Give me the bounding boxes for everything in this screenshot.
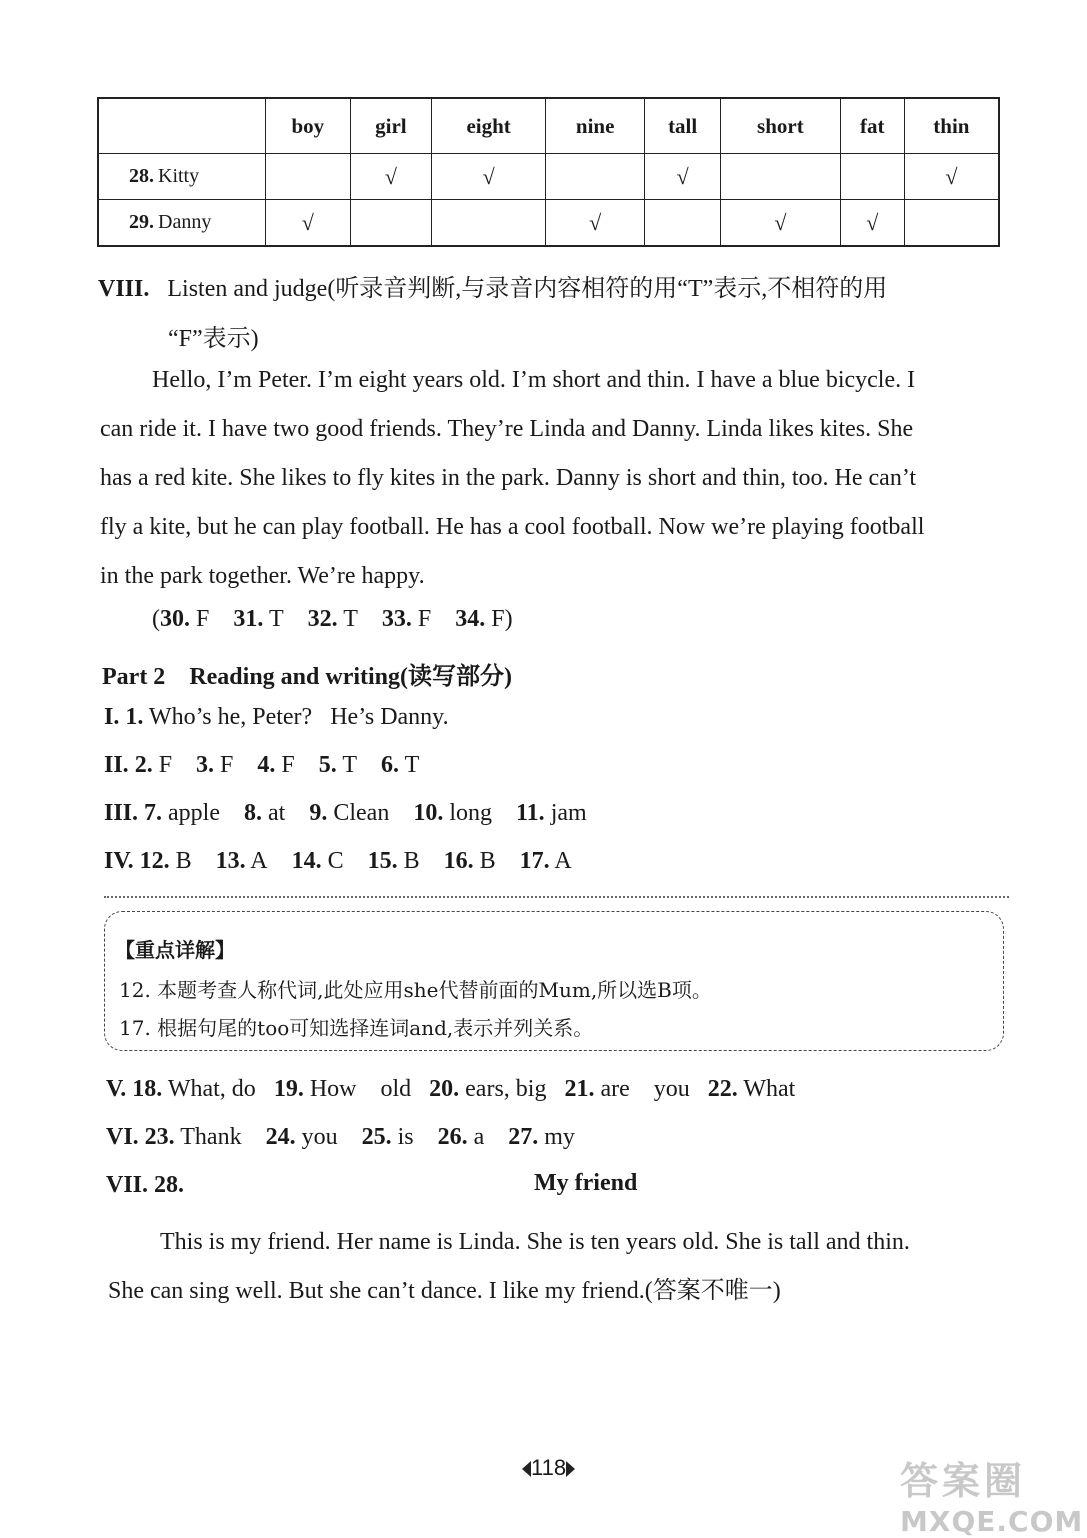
- table-header-row: [98, 98, 999, 154]
- dotted-divider: [104, 896, 1009, 898]
- right-triangle-icon: [566, 1461, 575, 1477]
- table-row: [98, 154, 999, 200]
- section-label: VIII.: [98, 276, 150, 302]
- essay-text: [108, 1218, 1013, 1316]
- table-header-cell: [98, 98, 266, 154]
- answer-line-ii: II. 2. F 3. F 4. F 5. T 6. T: [104, 752, 420, 778]
- check-cell: √: [266, 200, 351, 247]
- table-row: [98, 200, 999, 247]
- check-cell: [432, 200, 546, 247]
- check-cell: [266, 154, 351, 200]
- passage-line: can ride it. I have two good friends. They’re Linda and Danny. Linda likes kites. She: [100, 416, 914, 442]
- part2-heading: Part 2 Reading and writing(读写部分): [102, 664, 512, 690]
- passage-line: fly a kite, but he can play football. He has a cool football. Now we’re playing football: [100, 514, 925, 540]
- row-name: Danny: [158, 211, 212, 233]
- table-header-cell: thin: [904, 98, 999, 154]
- page-number: 118: [522, 1455, 575, 1481]
- section-heading-vii: VII. 28.: [106, 1172, 185, 1198]
- table-header-cell: nine: [546, 98, 645, 154]
- check-cell: [840, 154, 904, 200]
- key-points-box: [104, 911, 1004, 1051]
- note-line: 17. 根据句尾的too可知选择连词and,表示并列关系。: [119, 1016, 594, 1040]
- table-header-cell: tall: [645, 98, 721, 154]
- check-cell: √: [546, 200, 645, 247]
- essay-line: This is my friend. Her name is Linda. She is ten years old. She is tall and thin.: [160, 1229, 910, 1255]
- check-cell: [721, 154, 841, 200]
- check-cell: √: [350, 154, 432, 200]
- row-label: [98, 200, 266, 247]
- note-title: 【重点详解】: [115, 938, 235, 962]
- check-cell: [350, 200, 432, 247]
- note-line: 12. 本题考查人称代词,此处应用she代替前面的Mum,所以选B项。: [119, 978, 712, 1002]
- passage-line: Hello, I’m Peter. I’m eight years old. I’m short and thin. I have a blue bicycle. I: [152, 367, 916, 393]
- watermark-logo: 答案圈 MXQE.COM: [900, 1459, 1084, 1538]
- listening-passage: [100, 356, 1005, 601]
- answer-line-viii: (30. F 31. T 32. T 33. F 34. F): [152, 606, 513, 632]
- table-header-cell: eight: [432, 98, 546, 154]
- check-cell: √: [904, 154, 999, 200]
- check-cell: [645, 200, 721, 247]
- passage-line: in the park together. We’re happy.: [100, 563, 425, 589]
- check-cell: √: [432, 154, 546, 200]
- table-header-cell: short: [721, 98, 841, 154]
- section-title-continued: “F”表示): [168, 326, 259, 352]
- check-cell: √: [721, 200, 841, 247]
- answer-line-v: V. 18. What, do 19. How old 20. ears, big 21. are you 22. What: [106, 1076, 796, 1102]
- check-cell: √: [840, 200, 904, 247]
- passage-line: has a red kite. She likes to fly kites in the park. Danny is short and thin, too. He can’t: [100, 465, 917, 491]
- table-header-cell: boy: [266, 98, 351, 154]
- section-heading-viii: [98, 268, 887, 303]
- check-cell: [546, 154, 645, 200]
- answer-table: [97, 97, 1000, 247]
- essay-line: She can sing well. But she can’t dance. I like my friend.(答案不唯一): [108, 1278, 781, 1304]
- row-number: 29.: [129, 211, 154, 233]
- table-header-cell: girl: [350, 98, 432, 154]
- check-cell: √: [645, 154, 721, 200]
- left-triangle-icon: [522, 1461, 531, 1477]
- essay-title: My friend: [534, 1170, 638, 1196]
- answer-line-i: I. 1. Who’s he, Peter? He’s Danny.: [104, 704, 449, 730]
- check-cell: [904, 200, 999, 247]
- answer-line-iii: III. 7. apple 8. at 9. Clean 10. long 11. jam: [104, 800, 587, 826]
- table-header-cell: fat: [840, 98, 904, 154]
- answer-line-vi: VI. 23. Thank 24. you 25. is 26. a 27. my: [106, 1124, 575, 1150]
- row-number: 28.: [129, 165, 154, 187]
- row-label: [98, 154, 266, 200]
- row-name: Kitty: [158, 165, 200, 187]
- answer-line-iv: IV. 12. B 13. A 14. C 15. B 16. B 17. A: [104, 848, 572, 874]
- section-title: Listen and judge(听录音判断,与录音内容相符的用“T”表示,不相符的用: [167, 276, 888, 302]
